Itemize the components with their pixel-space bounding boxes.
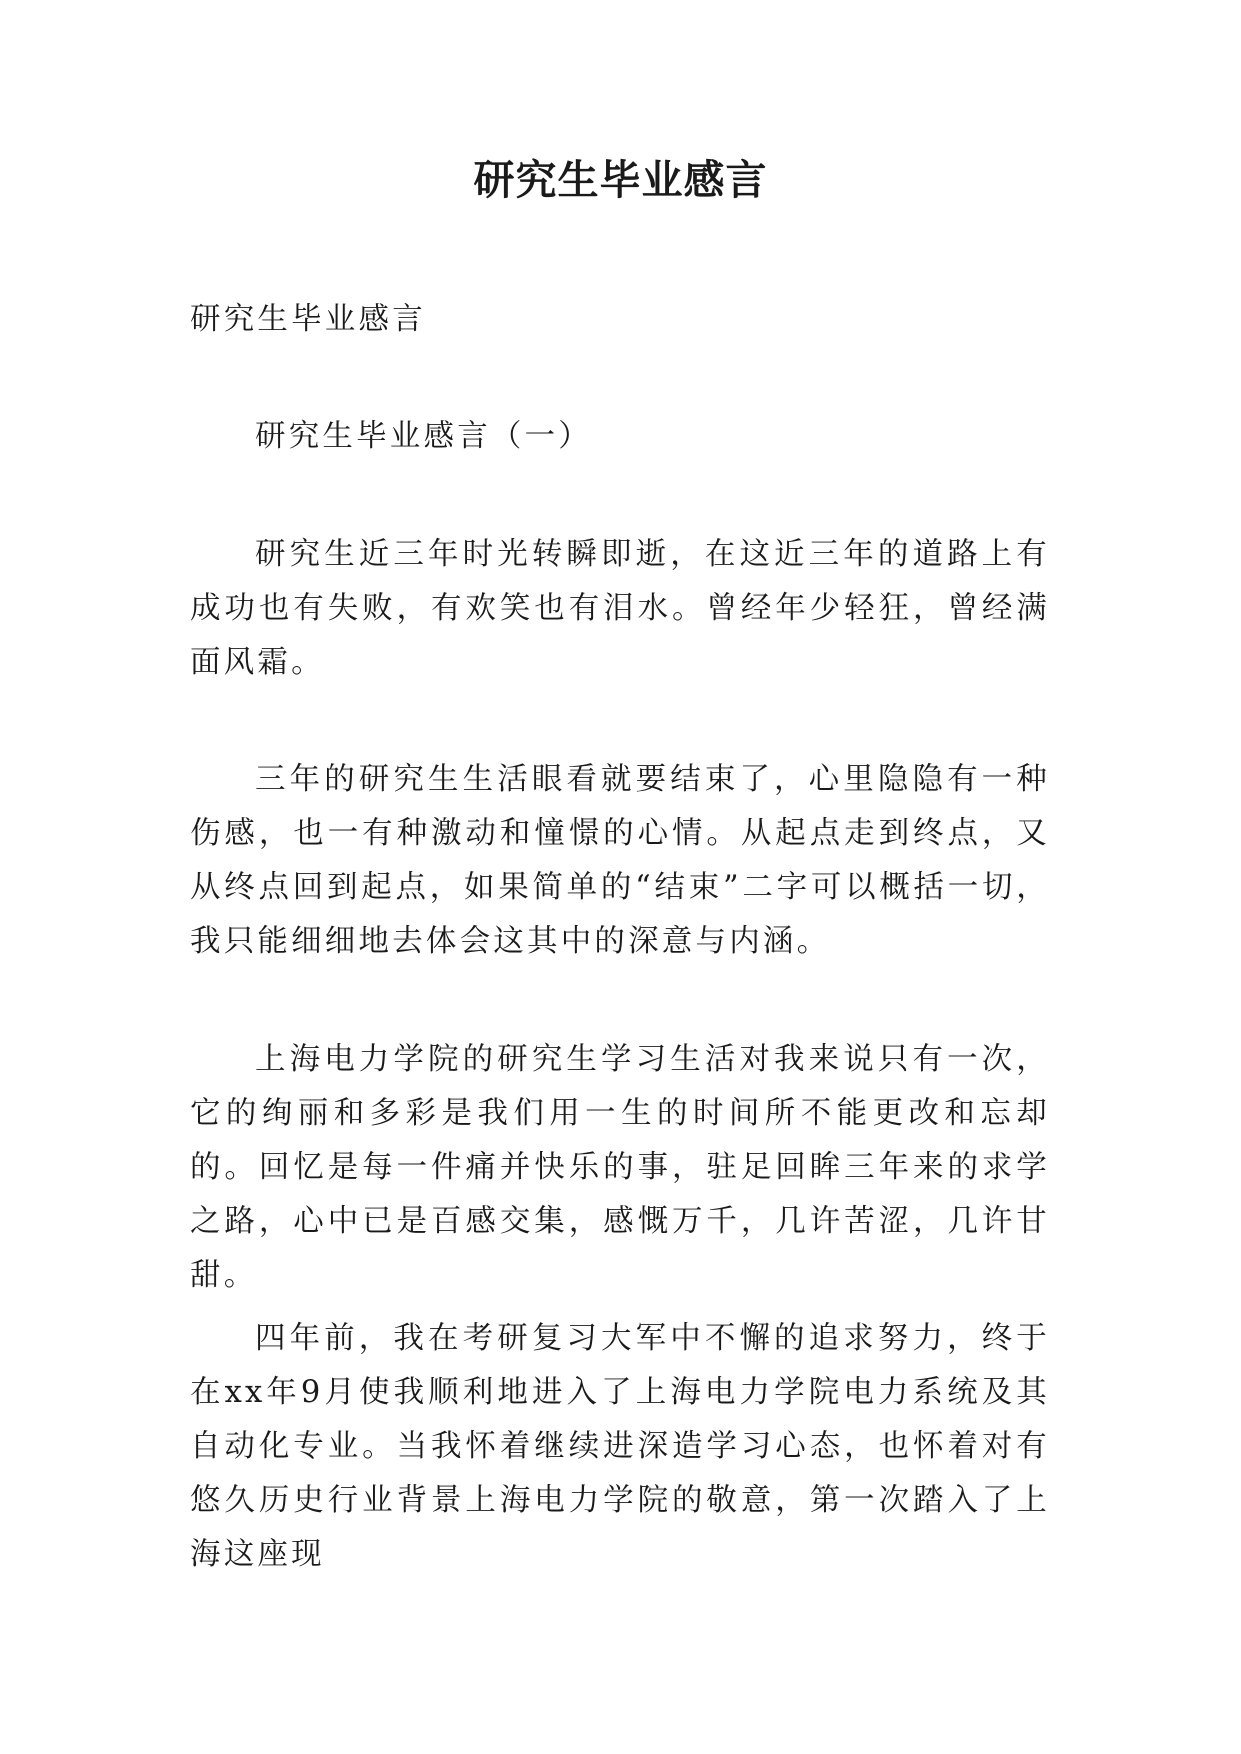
paragraph-1: 研究生近三年时光转瞬即逝，在这近三年的道路上有成功也有失败，有欢笑也有泪水。曾经年少轻狂，曾经满面风霜。 — [190, 537, 1050, 680]
paragraph-4: 四年前，我在考研复习大军中不懈的追求努力，终于在xx年9月使我顺利地进入了上海电力学院电力系统及其自动化专业。当我怀着继续进深造学习心态，也怀着对有悠久历史行业背景上海电力学院的敬意，第一次踏入了上海这座现 — [190, 1321, 1050, 1572]
heading-line: 研究生毕业感言 — [190, 302, 426, 337]
document-title: 研究生毕业感言 — [473, 156, 768, 204]
paragraph-3: 上海电力学院的研究生学习生活对我来说只有一次，它的绚丽和多彩是我们用一生的时间所不能更改和忘却的。回忆是每一件痛并快乐的事，驻足回眸三年来的求学之路，心中已是百感交集，感慨万千，几许苦涩，几许甘甜。 — [190, 1042, 1050, 1293]
section-subheading: 研究生毕业感言（一） — [255, 419, 592, 454]
paragraph-2: 三年的研究生生活眼看就要结束了，心里隐隐有一种伤感，也一有种激动和憧憬的心情。从起点走到终点，又从终点回到起点，如果简单的“结束”二字可以概括一切，我只能细细地去体会这其中的深意与内涵。 — [190, 762, 1050, 959]
